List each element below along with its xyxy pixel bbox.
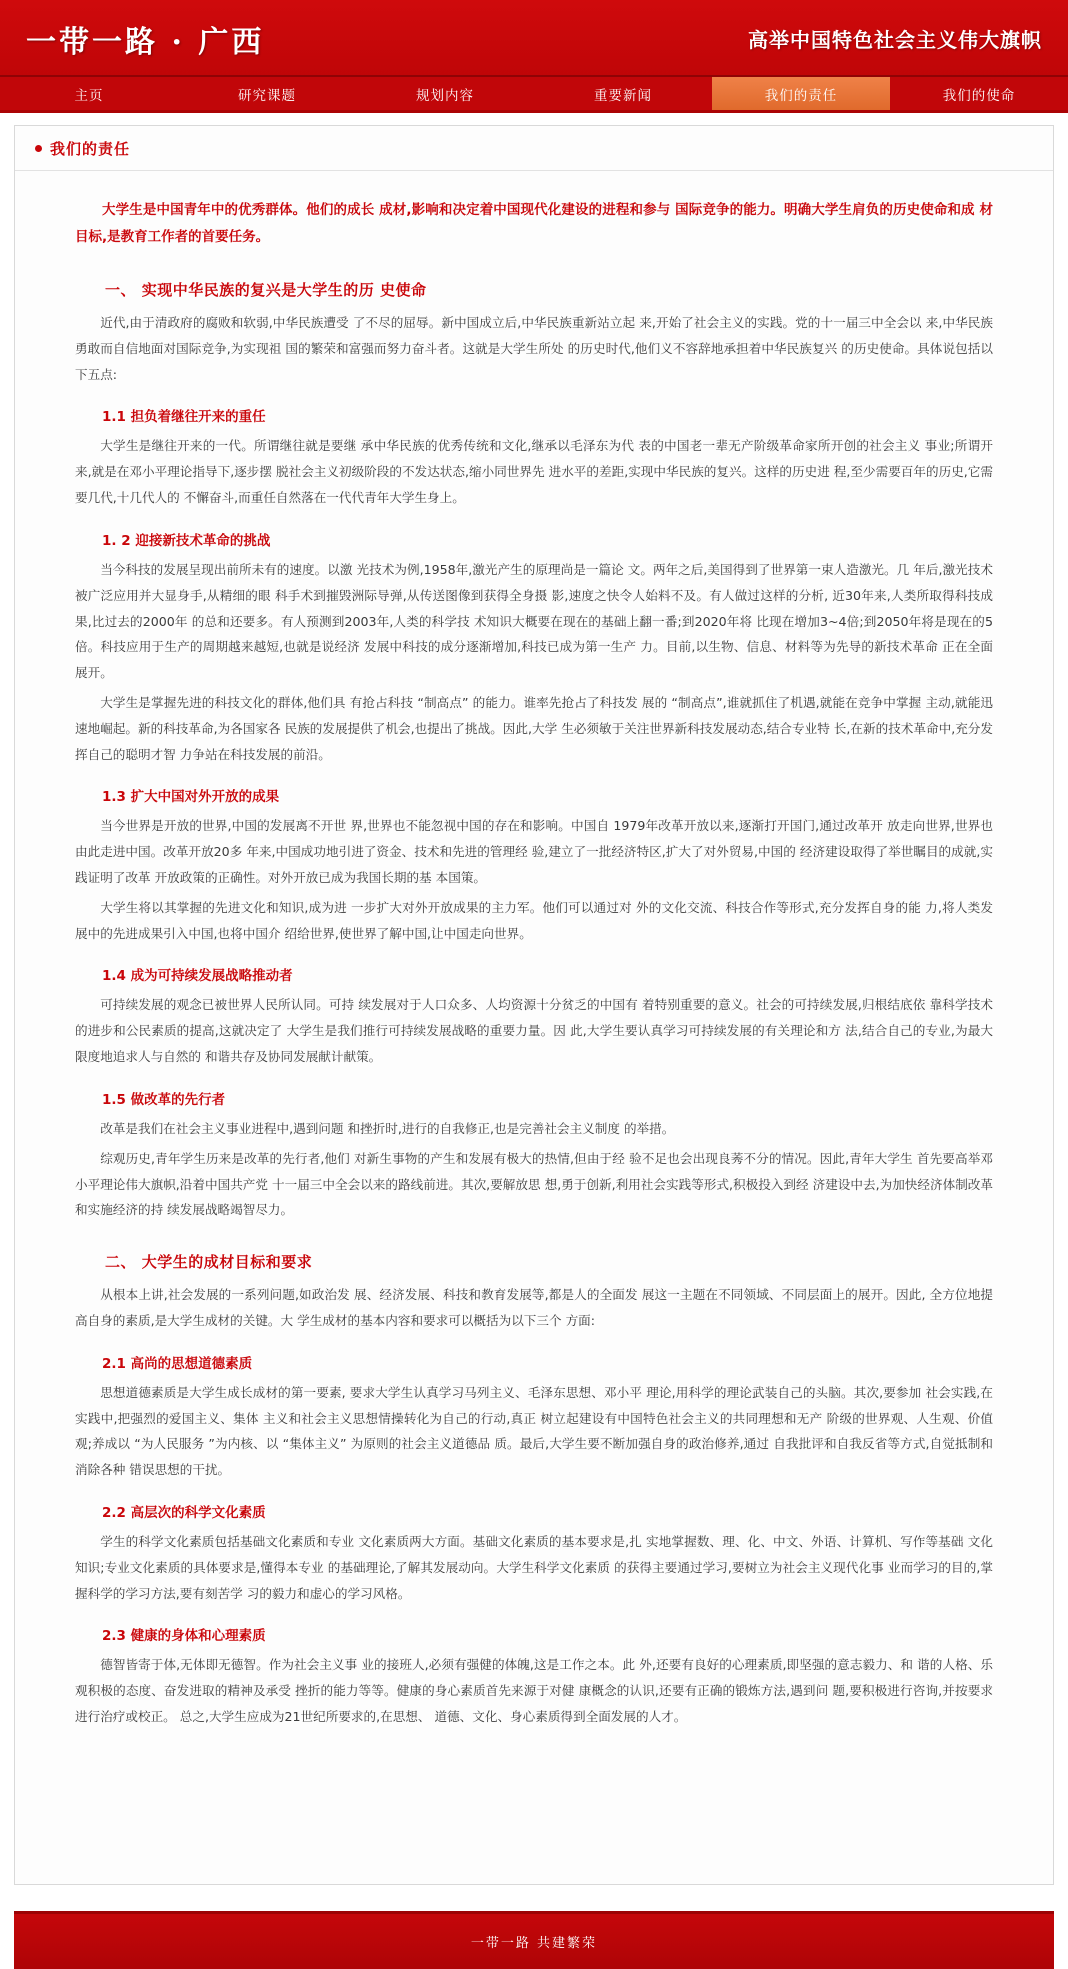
nav-item-responsibility[interactable]: 我们的责任 [712, 77, 890, 110]
page-title: 我们的责任 [50, 140, 131, 158]
site-slogan: 高举中国特色社会主义伟大旗帜 [748, 28, 1042, 52]
nav-item-mission[interactable]: 我们的使命 [942, 87, 1016, 104]
section-1-4-paragraph-1: 可持续发展的观念已被世界人民所认同。可持 续发展对于人口众多、人均资源十分贫乏的中国有 着特别重要的意义。社会的可持续发展,归根结底依 靠科学技术的进步和公民素质的提高,这就决定了 大学生是我们推行可持续发展战略的重要力量。因 此,大学生要认真学习可持续发展的有关理论和方 法,结合自己的专业,为最大限度地追求人与自然的 和谐共存及协同发展献计献策。 [75, 997, 993, 1065]
nav-item-planning[interactable]: 规划内容 [416, 87, 474, 104]
article-body [15, 171, 1053, 1744]
section-2-1-heading: 2.1 高尚的思想道德素质 [102, 1355, 253, 1372]
section-1-2-heading: 1. 2 迎接新技术革命的挑战 [102, 532, 271, 549]
section-1-1-heading: 1.1 担负着继往开来的重任 [102, 409, 266, 426]
section-1-5-heading: 1.5 做改革的先行者 [102, 1091, 226, 1108]
nav-item-home[interactable]: 主页 [74, 87, 104, 104]
nav-item-research[interactable]: 研究课题 [238, 87, 296, 104]
section-2-1-paragraph-1: 思想道德素质是大学生成长成材的第一要素, 要求大学生认真学习马列主义、毛泽东思想、邓小平 理论,用科学的理论武装自己的头脑。其次,要参加 社会实践,在实践中,把强烈的爱国主义、集体 主义和社会主义思想情操转化为自己的行动,真正 树立起建设有中国特色社会主义的共同理想和无产 阶级的世界观、人生观、价值观;养成以 “为人民服务 ”为内核、以 “集体主义” 为原则的社会主义道德品 质。最后,大学生要不断加强自身的政治修养,通过 自我批评和自我反省等方式,自觉抵制和消除各种 错误思想的干扰。 [75, 1384, 993, 1478]
section-2-3-paragraph-1: 德智皆寄于体,无体即无德智。作为社会主义事 业的接班人,必须有强健的体魄,这是工作之本。此 外,还要有良好的心理素质,即坚强的意志毅力、和 谐的人格、乐观积极的态度、奋发进取的精神及承受 挫折的能力等等。健康的身心素质首先来源于对健 康概念的认识,还要有正确的锻炼方法,遇到问 题,要积极进行咨询,并按要求进行治疗或校正。 总之,大学生应成为21世纪所要求的,在思想、 道德、文化、身心素质得到全面发展的人才。 [75, 1657, 993, 1725]
main-nav [0, 77, 1068, 113]
section-2-2-paragraph-1: 学生的科学文化素质包括基础文化素质和专业 文化素质两大方面。基础文化素质的基本要求是,扎 实地掌握数、理、化、中文、外语、计算机、写作等基础 文化知识;专业文化素质的具体要求是,懂得本专业 的基础理论,了解其发展动向。大学生科学文化素质 的获得主要通过学习,要树立为社会主义现代化事 业而学习的目的,掌握科学的学习方法,要有刻苦学 习的毅力和虚心的学习风格。 [75, 1534, 993, 1601]
section-1-5-paragraph-1: 改革是我们在社会主义事业进程中,遇到问题 和挫折时,进行的自我修正,也是完善社会主义制度 的举措。 [100, 1120, 675, 1136]
section-2-heading: 二、 大学生的成材目标和要求 [105, 1253, 313, 1272]
bullet-icon [35, 145, 42, 152]
article-lead: 大学生是中国青年中的优秀群体。他们的成长 成材,影响和决定着中国现代化建设的进程和参与 国际竞争的能力。明确大学生肩负的历史使命和成 材目标,是教育工作者的首要任务。 [75, 202, 993, 245]
section-2-paragraph-1: 从根本上讲,社会发展的一系列问题,如政治发 展、经济发展、科技和教育发展等,都是人的全面发 展这一主题在不同领域、不同层面上的展开。因此, 全方位地提高自身的素质,是大学生成材的关键。大 学生成材的基本内容和要求可以概括为以下三个 方面: [75, 1287, 993, 1328]
section-1-3-heading: 1.3 扩大中国对外开放的成果 [102, 789, 280, 806]
section-1-3-paragraph-2: 大学生将以其掌握的先进文化和知识,成为进 一步扩大对外开放成果的主力军。他们可以通过对 外的文化交流、科技合作等形式,充分发挥自身的能 力,将人类发展中的先进成果引入中国,也将中国介 绍给世界,使世界了解中国,让中国走向世界。 [75, 899, 993, 941]
section-1-3-paragraph-1: 当今世界是开放的世界,中国的发展离不开世 界,世界也不能忽视中国的存在和影响。中国自 1979年改革开放以来,逐渐打开国门,通过改革开 放走向世界,世界也由此走进中国。改革开放20多 年来,中国成功地引进了资金、技术和先进的管理经 验,建立了一批经济特区,扩大了对外贸易,中国的 经济建设取得了举世瞩目的成就,实践证明了改革 开放政策的正确性。对外开放已成为我国长期的基 本国策。 [75, 818, 993, 885]
section-1-paragraph-1: 近代,由于清政府的腐败和软弱,中华民族遭受 了不尽的屈辱。新中国成立后,中华民族重新站立起 来,开始了社会主义的实践。党的十一届三中全会以 来,中华民族勇敢而自信地面对国际竞争,为实现祖 国的繁荣和富强而努力奋斗者。这就是大学生所处 的历史时代,他们义不容辞地承担着中华民族复兴 的历史使命。具体说包括以下五点: [75, 315, 993, 382]
section-2-2-heading: 2.2 高层次的科学文化素质 [102, 1505, 266, 1521]
content-frame [14, 125, 1054, 1885]
section-1-5-paragraph-2: 综观历史,青年学生历来是改革的先行者,他们 对新生事物的产生和发展有极大的热情,但由于经 验不足也会出现良莠不分的情况。因此,青年大学生 首先要高举邓小平理论伟大旗帜,沿着中国共产党 十一届三中全会以来的路线前进。其次,要解放思 想,勇于创新,利用社会实践等形式,积极投入到经 济建设中去,为加快经济体制改革和实施经济的持 续发展战略竭智尽力。 [75, 1150, 993, 1218]
footer-text: 一带一路 共建繁荣 [470, 1936, 598, 1951]
nav-item-news[interactable]: 重要新闻 [594, 87, 652, 104]
section-1-2-paragraph-2: 大学生是掌握先进的科技文化的群体,他们具 有抢占科技 “制高点” 的能力。谁率先抢占了科技发 展的 “制高点”,谁就抓住了机遇,就能在竞争中掌握 主动,就能迅速地崛起。新的科技革命,为各国家各 民族的发展提供了机会,也提出了挑战。因此,大学 生必须敏于关注世界新科技发展动态,结合专业特 长,在新的技术革命中,充分发挥自己的聪明才智 力争站在科技发展的前沿。 [75, 694, 993, 762]
section-1-1-paragraph-1: 大学生是继往开来的一代。所谓继往就是要继 承中华民族的优秀传统和文化,继承以毛泽东为代 表的中国老一辈无产阶级革命家所开创的社会主义 事业;所谓开来,就是在邓小平理论指导下,逐步摆 脱社会主义初级阶段的不发达状态,缩小同世界先 进水平的差距,实现中华民族的复兴。这样的历史进 程,至少需要百年的历史,它需要几代,十几代人的 不懈奋斗,而重任自然落在一代代青年大学生身上。 [75, 438, 993, 506]
site-footer [14, 1911, 1054, 1969]
section-1-4-heading: 1.4 成为可持续发展战略推动者 [102, 968, 293, 985]
site-header [0, 0, 1068, 77]
section-1-2-paragraph-1: 当今科技的发展呈现出前所未有的速度。以激 光技术为例,1958年,激光产生的原理尚是一篇论 文。两年之后,美国得到了世界第一束人造激光。几 年后,激光技术被广泛应用并大显身手,从精细的眼 科手术到摧毁洲际导弹,从传送图像到获得全身摄 影,速度之快令人始料不及。有人做过这样的分析, 近30年来,人类所取得科技成果,比过去的2000年 的总和还要多。有人预测到2003年,人类的科学技 术知识大概要在现在的基础上翻一番;到2020年将 比现在增加3~4倍;到2050年将是现在的5 倍。科技应用于生产的周期越来越短,也就是说经济 发展中科技的成分逐渐增加,科技已成为第一生产 力。目前,以生物、信息、材料等为先导的新技术革命 正在全面展开。 [75, 561, 993, 681]
section-2-3-heading: 2.3 健康的身体和心理素质 [102, 1628, 266, 1645]
site-title: 一带一路 · 广西 [26, 24, 265, 60]
section-1-heading: 一、 实现中华民族的复兴是大学生的历 史使命 [105, 281, 427, 299]
breadcrumb [15, 126, 1053, 171]
